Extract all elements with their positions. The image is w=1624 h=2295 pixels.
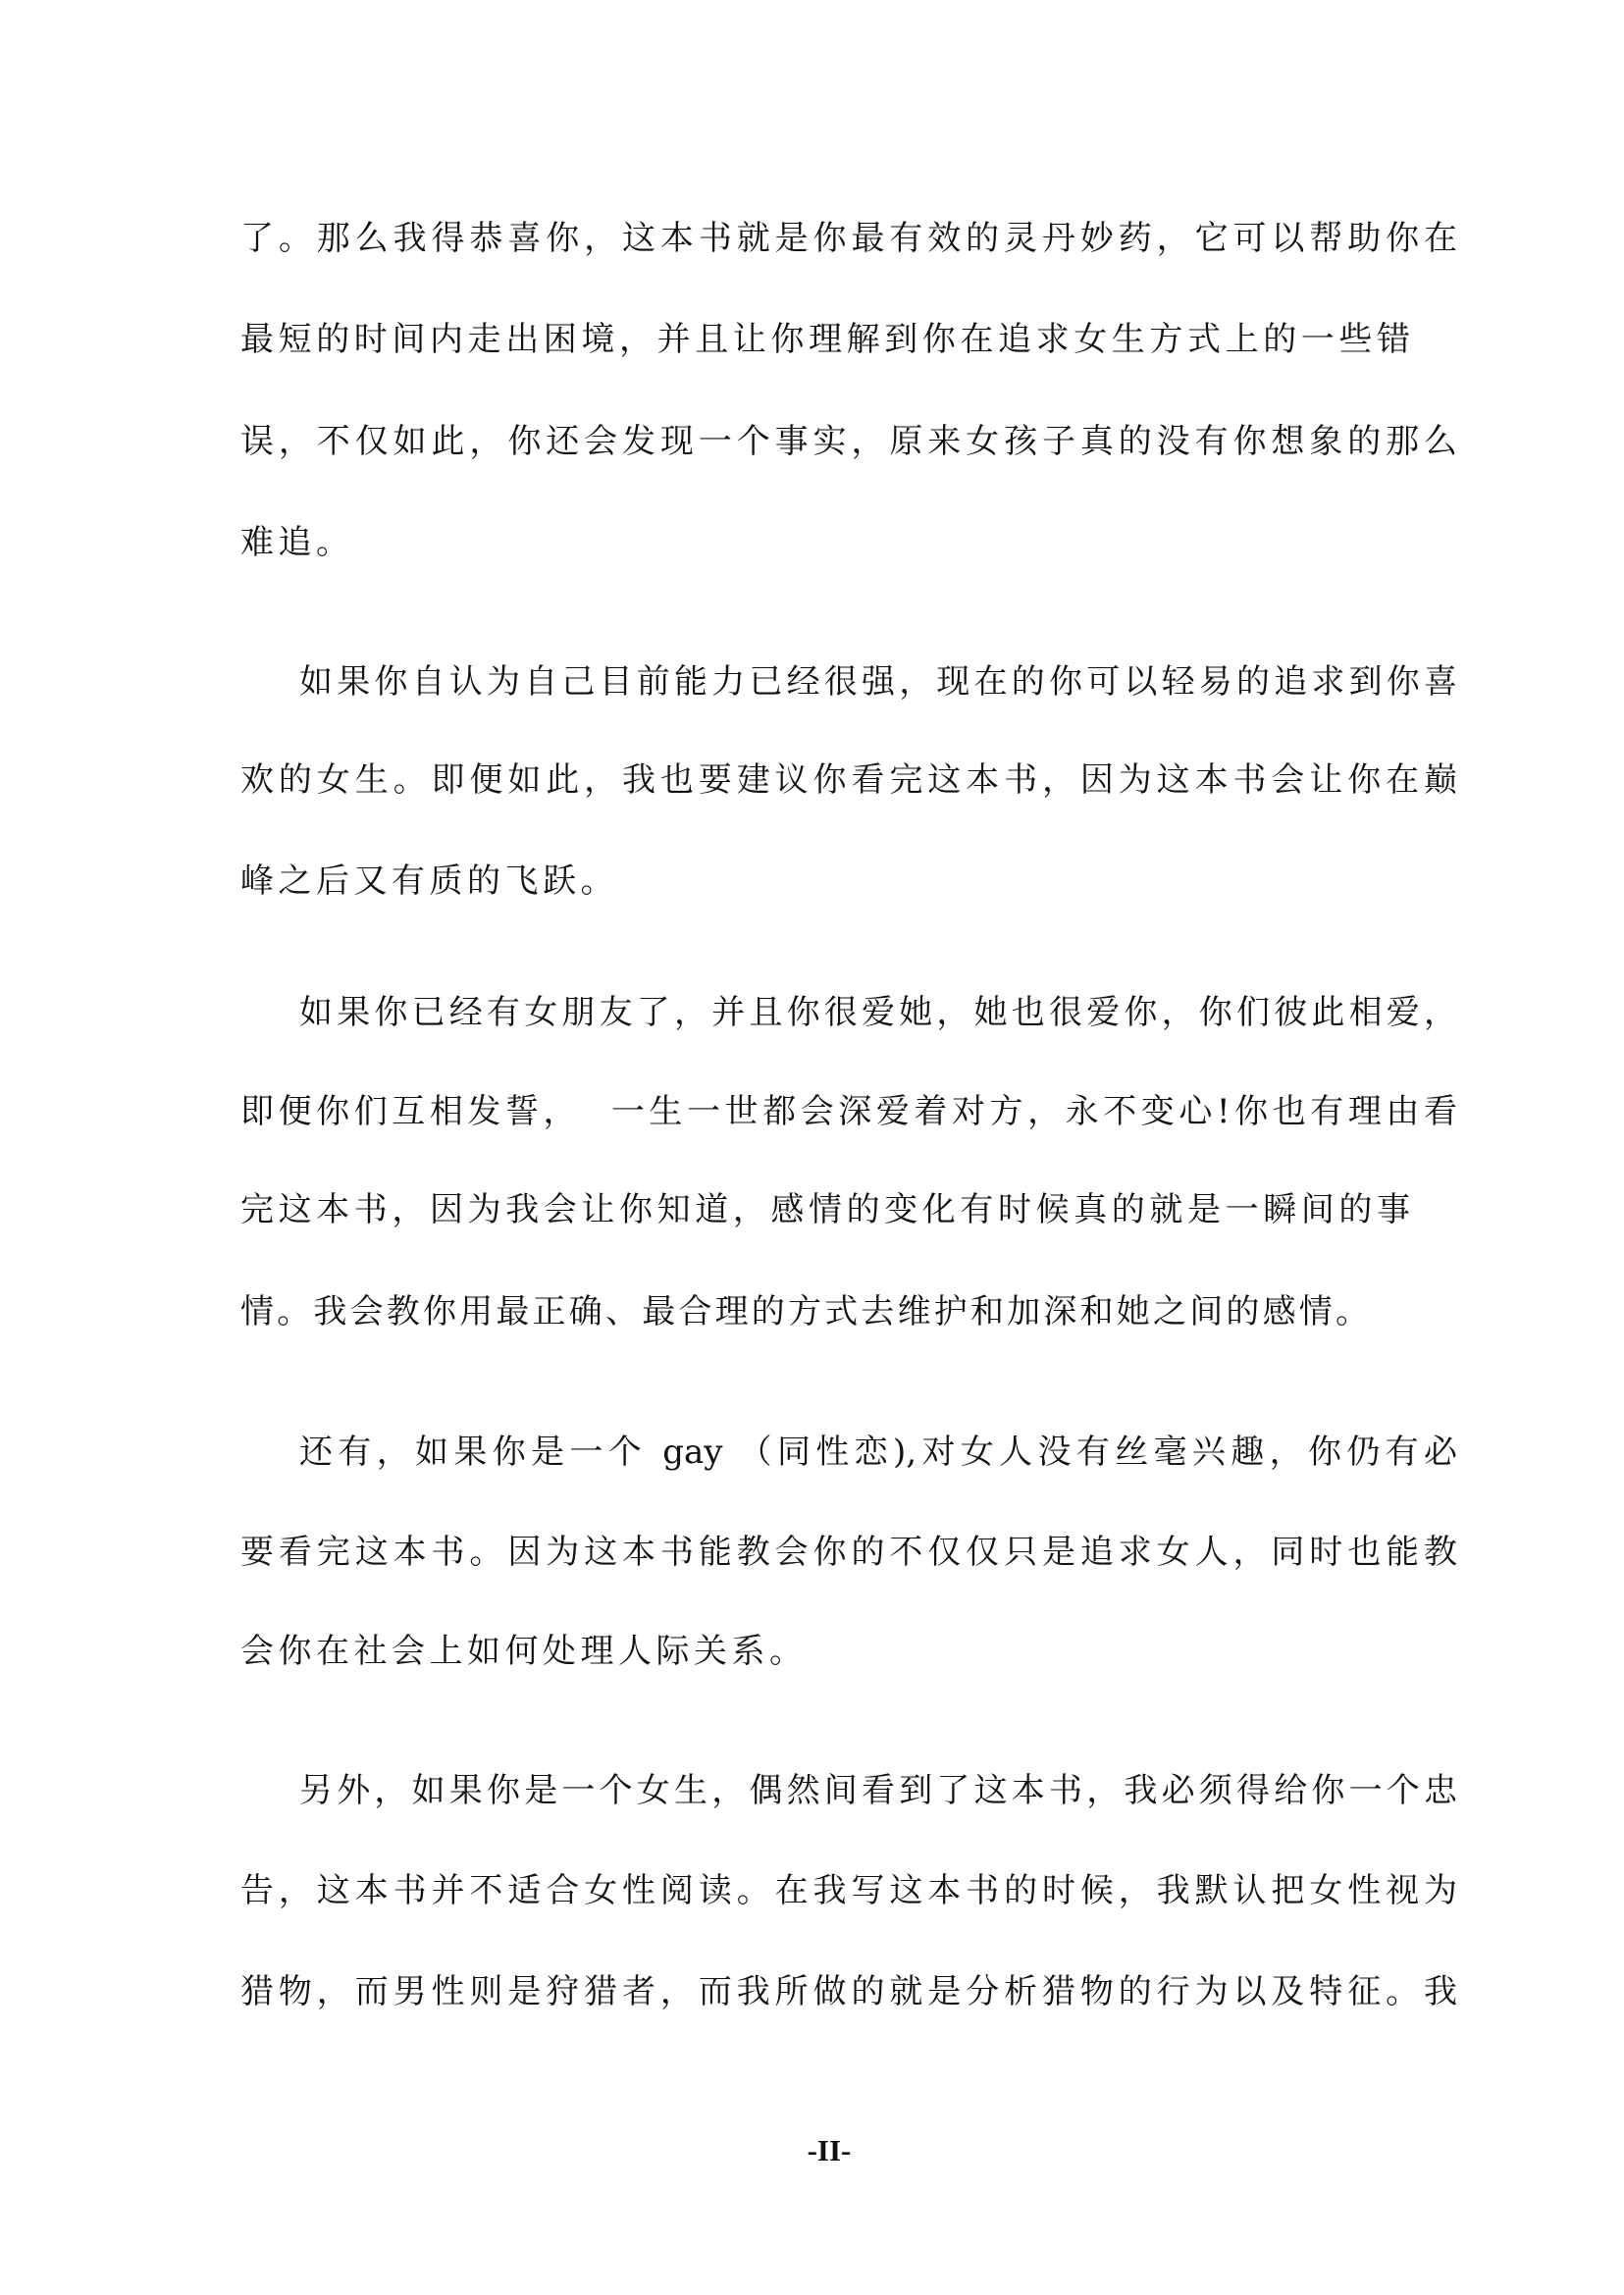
- paragraph-5-line-3: 猎物，而男性则是狩猎者，而我所做的就是分析猎物的行为以及特征。我: [240, 1972, 1457, 2011]
- paragraph-5-line-1: 另外，如果你是一个女生，偶然间看到了这本书，我必须得给你一个忠: [299, 1771, 1457, 1810]
- paragraph-1-line-4: 难追。: [240, 523, 354, 562]
- paragraph-2-line-1: 如果你自认为自己目前能力已经很强，现在的你可以轻易的追求到你喜: [299, 662, 1457, 702]
- paragraph-3-line-1: 如果你已经有女朋友了，并且你很爱她，她也很爱你，你们彼此相爱，: [299, 993, 1457, 1032]
- paragraph-3-line-4: 情。我会教你用最正确、最合理的方式去维护和加深和她之间的感情。: [240, 1292, 1373, 1331]
- paragraph-2-line-2: 欢的女生。即便如此，我也要建议你看完这本书，因为这本书会让你在巅: [240, 760, 1457, 800]
- paragraph-4-line-1: 还有，如果你是一个 gay （同性恋),对女人没有丝毫兴趣，你仍有必: [299, 1433, 1457, 1472]
- paragraph-3-line-3: 完这本书，因为我会让你知道，感情的变化有时候真的就是一瞬间的事: [240, 1190, 1415, 1229]
- paragraph-1-line-2: 最短的时间内走出困境，并且让你理解到你在追求女生方式上的一些错: [240, 320, 1415, 359]
- paragraph-4-line-3: 会你在社会上如何处理人际关系。: [240, 1632, 808, 1671]
- paragraph-2-line-3: 峰之后又有质的飞跃。: [240, 861, 618, 901]
- paragraph-1-line-3: 误，不仅如此，你还会发现一个事实，原来女孩子真的没有你想象的那么: [240, 422, 1457, 461]
- paragraph-4-line-2: 要看完这本书。因为这本书能教会你的不仅仅只是追求女人，同时也能教: [240, 1533, 1457, 1572]
- paragraph-5-line-2: 告，这本书并不适合女性阅读。在我写这本书的时候，我默认把女性视为: [240, 1871, 1457, 1910]
- paragraph-1-line-1: 了。那么我得恭喜你，这本书就是你最有效的灵丹妙药，它可以帮助你在: [240, 219, 1457, 258]
- page-number: -II-: [807, 2133, 852, 2167]
- paragraph-3-line-2: 即便你们互相发誓， 一生一世都会深爱着对方，永不变心!你也有理由看: [240, 1092, 1457, 1131]
